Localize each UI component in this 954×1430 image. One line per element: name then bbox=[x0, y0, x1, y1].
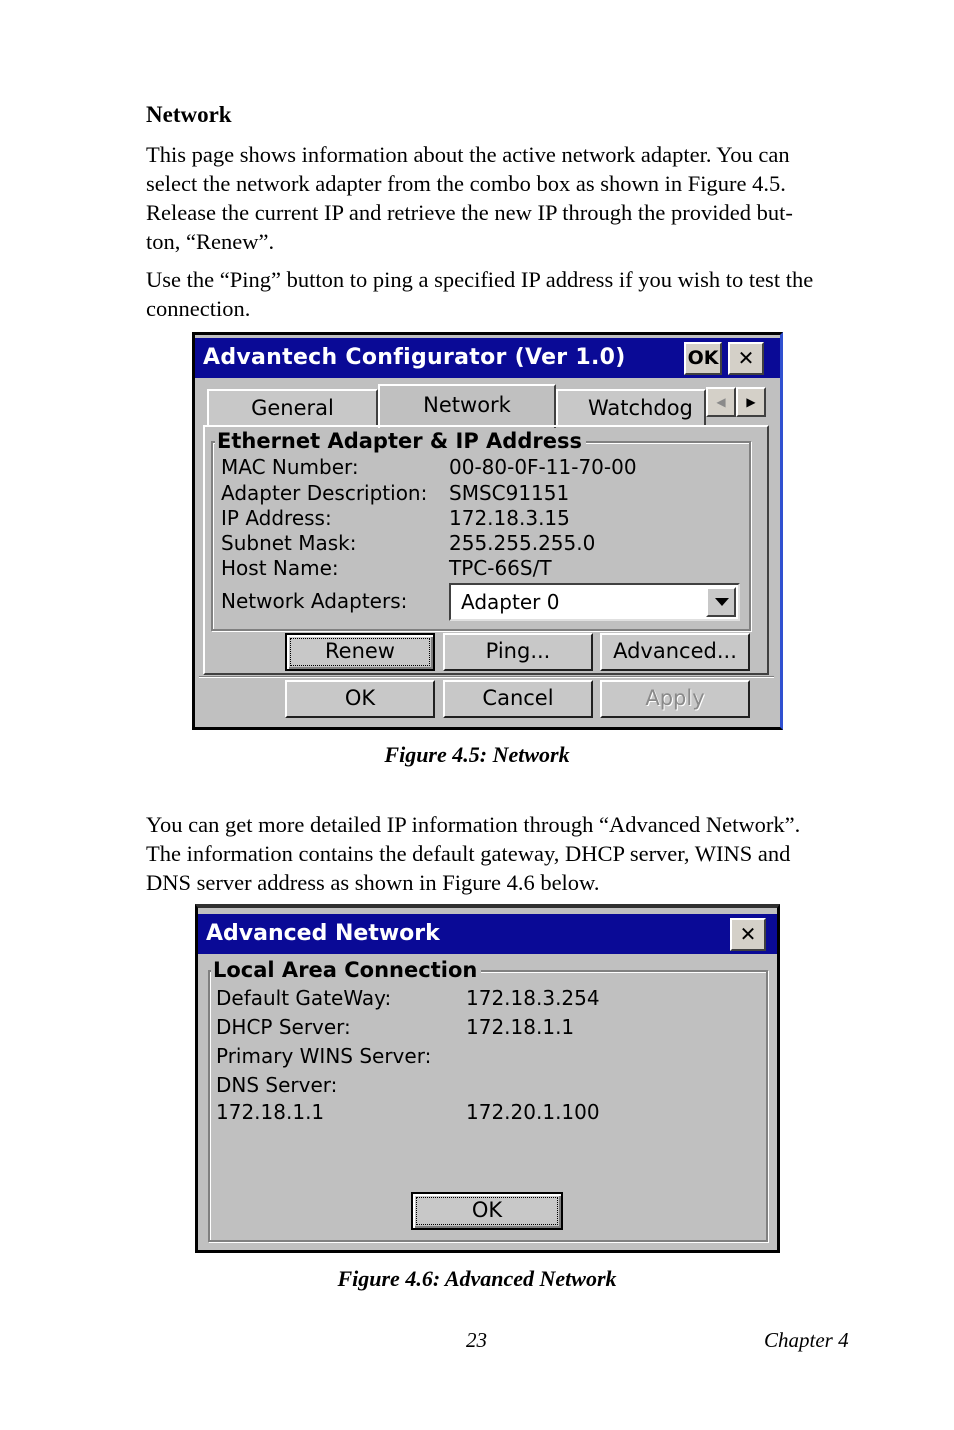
default-gateway-value: 172.18.3.254 bbox=[466, 986, 600, 1010]
network-adapters-combo[interactable] bbox=[449, 583, 740, 621]
separator bbox=[199, 676, 774, 678]
network-adapters-label: Network Adapters: bbox=[221, 589, 408, 613]
host-name-label: Host Name: bbox=[221, 556, 339, 580]
chevron-down-icon[interactable] bbox=[706, 587, 736, 617]
dhcp-server-value: 172.18.1.1 bbox=[466, 1015, 575, 1039]
configurator-window bbox=[192, 332, 783, 730]
dns-server-value-1: 172.18.1.1 bbox=[216, 1100, 325, 1124]
text-line: Release the current IP and retrieve the new IP through the provided but- bbox=[146, 200, 793, 225]
dns-server-value-2: 172.20.1.100 bbox=[466, 1100, 600, 1124]
renew-button[interactable]: Renew bbox=[285, 633, 435, 671]
text-line: This page shows information about the active network adapter. You can bbox=[146, 142, 790, 167]
intro-paragraph bbox=[146, 140, 858, 256]
ip-address-value: 172.18.3.15 bbox=[449, 506, 570, 530]
advanced-titlebar bbox=[198, 914, 777, 954]
adapter-description-value: SMSC91151 bbox=[449, 481, 570, 505]
dhcp-server-label: DHCP Server: bbox=[216, 1015, 351, 1039]
dns-server-label: DNS Server: bbox=[216, 1073, 338, 1097]
close-icon[interactable]: ✕ bbox=[730, 918, 766, 951]
close-icon[interactable]: ✕ bbox=[728, 342, 764, 375]
apply-button[interactable]: Apply bbox=[600, 680, 750, 718]
tab-watchdog[interactable] bbox=[556, 389, 706, 425]
window-title: Advantech Configurator (Ver 1.0) bbox=[203, 345, 626, 370]
section-heading: Network bbox=[146, 102, 232, 127]
advanced-network-window bbox=[195, 904, 780, 1253]
tab-scroll-right-icon[interactable]: ▶ bbox=[736, 387, 766, 417]
tab-network[interactable]: Network bbox=[378, 384, 556, 428]
ping-paragraph bbox=[146, 265, 858, 323]
text-line: You can get more detailed IP information through “Advanced Network”. bbox=[146, 812, 801, 837]
ip-address-label: IP Address: bbox=[221, 506, 332, 530]
advanced-paragraph bbox=[146, 810, 858, 897]
network-adapters-selected: Adapter 0 bbox=[461, 590, 560, 614]
mac-value: 00-80-0F-11-70-00 bbox=[449, 455, 637, 479]
ok-button[interactable]: OK bbox=[411, 1192, 563, 1230]
primary-wins-label: Primary WINS Server: bbox=[216, 1044, 432, 1068]
figure-caption: Figure 4.5: Network bbox=[384, 742, 570, 767]
advanced-button[interactable]: Advanced... bbox=[600, 633, 750, 671]
ok-button[interactable]: OK bbox=[285, 680, 435, 718]
titlebar-ok-button[interactable]: OK bbox=[684, 342, 722, 375]
text-line: DNS server address as shown in Figure 4.6 below. bbox=[146, 870, 600, 895]
text-line: The information contains the default gateway, DHCP server, WINS and bbox=[146, 841, 791, 866]
configurator-titlebar bbox=[195, 338, 780, 378]
cancel-button[interactable]: Cancel bbox=[443, 680, 593, 718]
window-title: Advanced Network bbox=[206, 921, 440, 946]
text-line: select the network adapter from the combo box as shown in Figure 4.5. bbox=[146, 171, 786, 196]
text-line: ton, “Renew”. bbox=[146, 229, 275, 254]
tab-scroll-left-icon[interactable]: ◀ bbox=[706, 387, 736, 417]
default-gateway-label: Default GateWay: bbox=[216, 986, 392, 1010]
figure-caption: Figure 4.6: Advanced Network bbox=[337, 1266, 617, 1291]
tab-watchdog-label: Watchdog bbox=[588, 396, 693, 420]
lan-group-title: Local Area Connection bbox=[211, 958, 481, 982]
mac-label: MAC Number: bbox=[221, 455, 359, 479]
chapter-label: Chapter 4 bbox=[764, 1328, 849, 1352]
text-line: Use the “Ping” button to ping a specified IP address if you wish to test the bbox=[146, 267, 814, 292]
adapter-description-label: Adapter Description: bbox=[221, 481, 428, 505]
tab-general[interactable]: General bbox=[207, 389, 378, 425]
ethernet-group-title: Ethernet Adapter & IP Address bbox=[215, 429, 586, 453]
subnet-mask-label: Subnet Mask: bbox=[221, 531, 357, 555]
host-name-value: TPC-66S/T bbox=[449, 556, 552, 580]
text-line: connection. bbox=[146, 296, 251, 321]
subnet-mask-value: 255.255.255.0 bbox=[449, 531, 596, 555]
page-number: 23 bbox=[466, 1328, 487, 1352]
ping-button[interactable]: Ping... bbox=[443, 633, 593, 671]
